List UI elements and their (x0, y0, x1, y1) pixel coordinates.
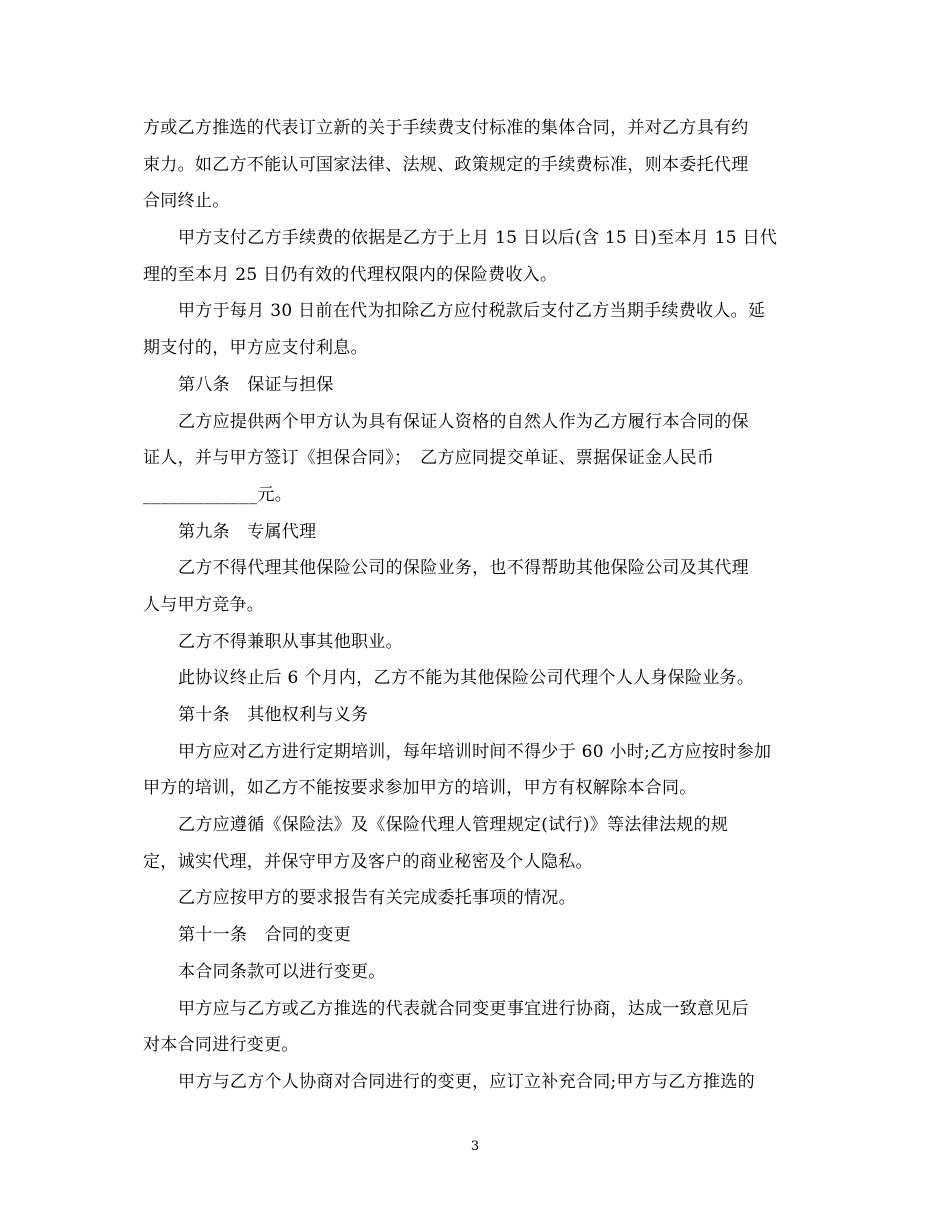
text-line: 本合同条款可以进行变更。 (178, 961, 386, 982)
text-line: 期支付的，甲方应支付利息。 (143, 338, 368, 359)
text-line: 乙方应提供两个甲方认为具有保证人资格的自然人作为乙方履行本合同的保 (178, 411, 749, 432)
text-line: 甲方的培训，如乙方不能按要求参加甲方的培训，甲方有权解除本合同。 (143, 778, 697, 799)
text-line: 乙方应按甲方的要求报告有关完成委托事项的情况。 (178, 888, 576, 909)
text-line: _____________元。 (143, 484, 292, 505)
text-line: 证人，并与甲方签订《担保合同》； 乙方应同提交单证、票据保证金人民币 (143, 448, 715, 469)
text-line: 人与甲方竞争。 (143, 594, 265, 615)
text-line: 定，诚实代理，并保守甲方及客户的商业秘密及个人隐私。 (143, 851, 593, 872)
text-line: 甲方应对乙方进行定期培训，每年培训时间不得少于 60 小时;乙方应按时参加 (178, 741, 772, 762)
text-line: 第八条 保证与担保 (178, 374, 334, 395)
text-line: 甲方与乙方个人协商对合同进行的变更，应订立补充合同;甲方与乙方推选的 (178, 1071, 755, 1092)
text-line: 理的至本月 25 日仍有效的代理权限内的保险费收入。 (143, 264, 558, 285)
body-text (143, 118, 823, 1109)
text-line: 乙方不得代理其他保险公司的保险业务，也不得帮助其他保险公司及其代理 (178, 558, 749, 579)
text-line: 束力。如乙方不能认可国家法律、法规、政策规定的手续费标准，则本委托代理 (143, 154, 749, 175)
text-line: 对本合同进行变更。 (143, 1035, 299, 1056)
text-line: 第十条 其他权利与义务 (178, 705, 369, 725)
text-line: 此协议终止后 6 个月内，乙方不能为其他保险公司代理个人人身保险业务。 (178, 668, 755, 689)
text-line: 乙方不得兼职从事其他职业。 (178, 631, 403, 652)
text-line: 甲方于每月 30 日前在代为扣除乙方应付税款后支付乙方当期手续费收人。延 (178, 301, 766, 322)
text-line: 第九条 专属代理 (178, 521, 317, 542)
text-line: 第十一条 合同的变更 (178, 925, 351, 946)
page-number: 3 (470, 1139, 480, 1154)
text-line: 甲方支付乙方手续费的依据是乙方于上月 15 日以后(含 15 日)至本月 15 日代 (178, 228, 778, 249)
text-line: 乙方应遵循《保险法》及《保险代理人管理规定(试行)》等法律法规的规 (178, 815, 729, 836)
text-line: 方或乙方推选的代表订立新的关于手续费支付标准的集体合同，并对乙方具有约 (143, 118, 749, 138)
text-line: 合同终止。 (143, 191, 230, 212)
text-line: 甲方应与乙方或乙方推选的代表就合同变更事宜进行协商，达成一致意见后 (178, 998, 749, 1019)
